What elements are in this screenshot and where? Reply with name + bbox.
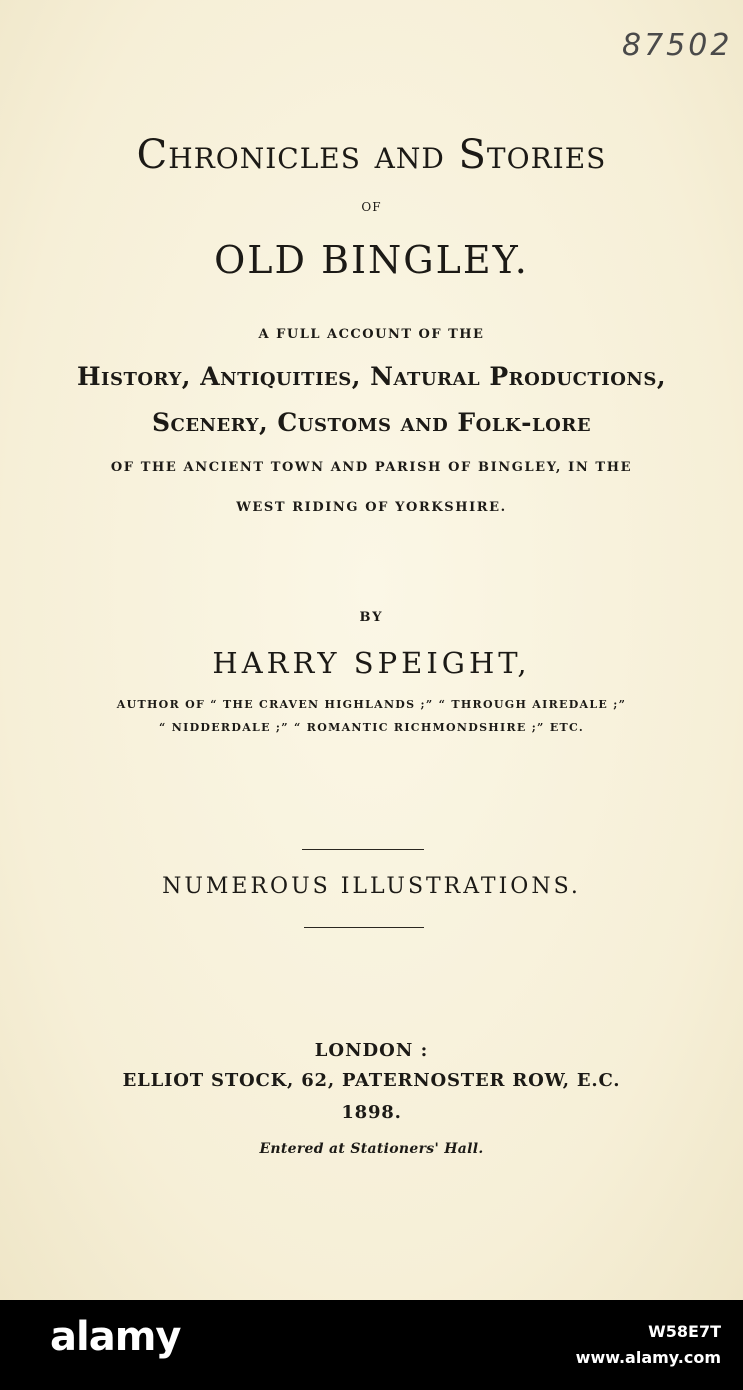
subtitle-line-4: OF THE ANCIENT TOWN AND PARISH OF BINGLEY, IN THE [110,460,633,475]
title-of: OF [361,200,382,214]
catalog-number: 87502 [622,28,733,63]
imprint-publisher: ELLIOT STOCK, 62, PATERNOSTER ROW, E.C. [122,1070,621,1091]
imprint-place: LONDON : [314,1040,429,1061]
imprint-entered: Entered at Stationers' Hall. [259,1141,484,1157]
byline-by: BY [359,610,384,625]
subtitle-line-2: History, Antiquities, Natural Productions, [76,362,667,391]
illustrations-note: NUMEROUS ILLUSTRATIONS. [162,874,581,899]
imprint-year: 1898. [341,1102,402,1123]
title-line-2: OLD BINGLEY. [214,238,529,282]
author-works-line-1: AUTHOR OF “ THE CRAVEN HIGHLANDS ;” “ THROUGH AIREDALE ;” [116,698,627,711]
image-id: W58E7T [648,1322,721,1341]
divider-top [302,849,424,850]
footer-url: www.alamy.com [575,1348,721,1367]
author-name: HARRY SPEIGHT, [212,646,531,680]
title-line-1: Chronicles and Stories [136,132,607,178]
subtitle-line-3: Scenery, Customs and Folk-lore [151,408,592,437]
subtitle-line-5: WEST RIDING OF YORKSHIRE. [236,500,507,515]
alamy-logo: alamy [50,1314,181,1360]
watermark-footer [0,1300,743,1390]
author-works-line-2: “ NIDDERDALE ;” “ ROMANTIC RICHMONDSHIRE ;” ETC. [159,721,584,734]
divider-bottom [304,927,424,928]
subtitle-line-1: A FULL ACCOUNT OF THE [258,327,485,342]
